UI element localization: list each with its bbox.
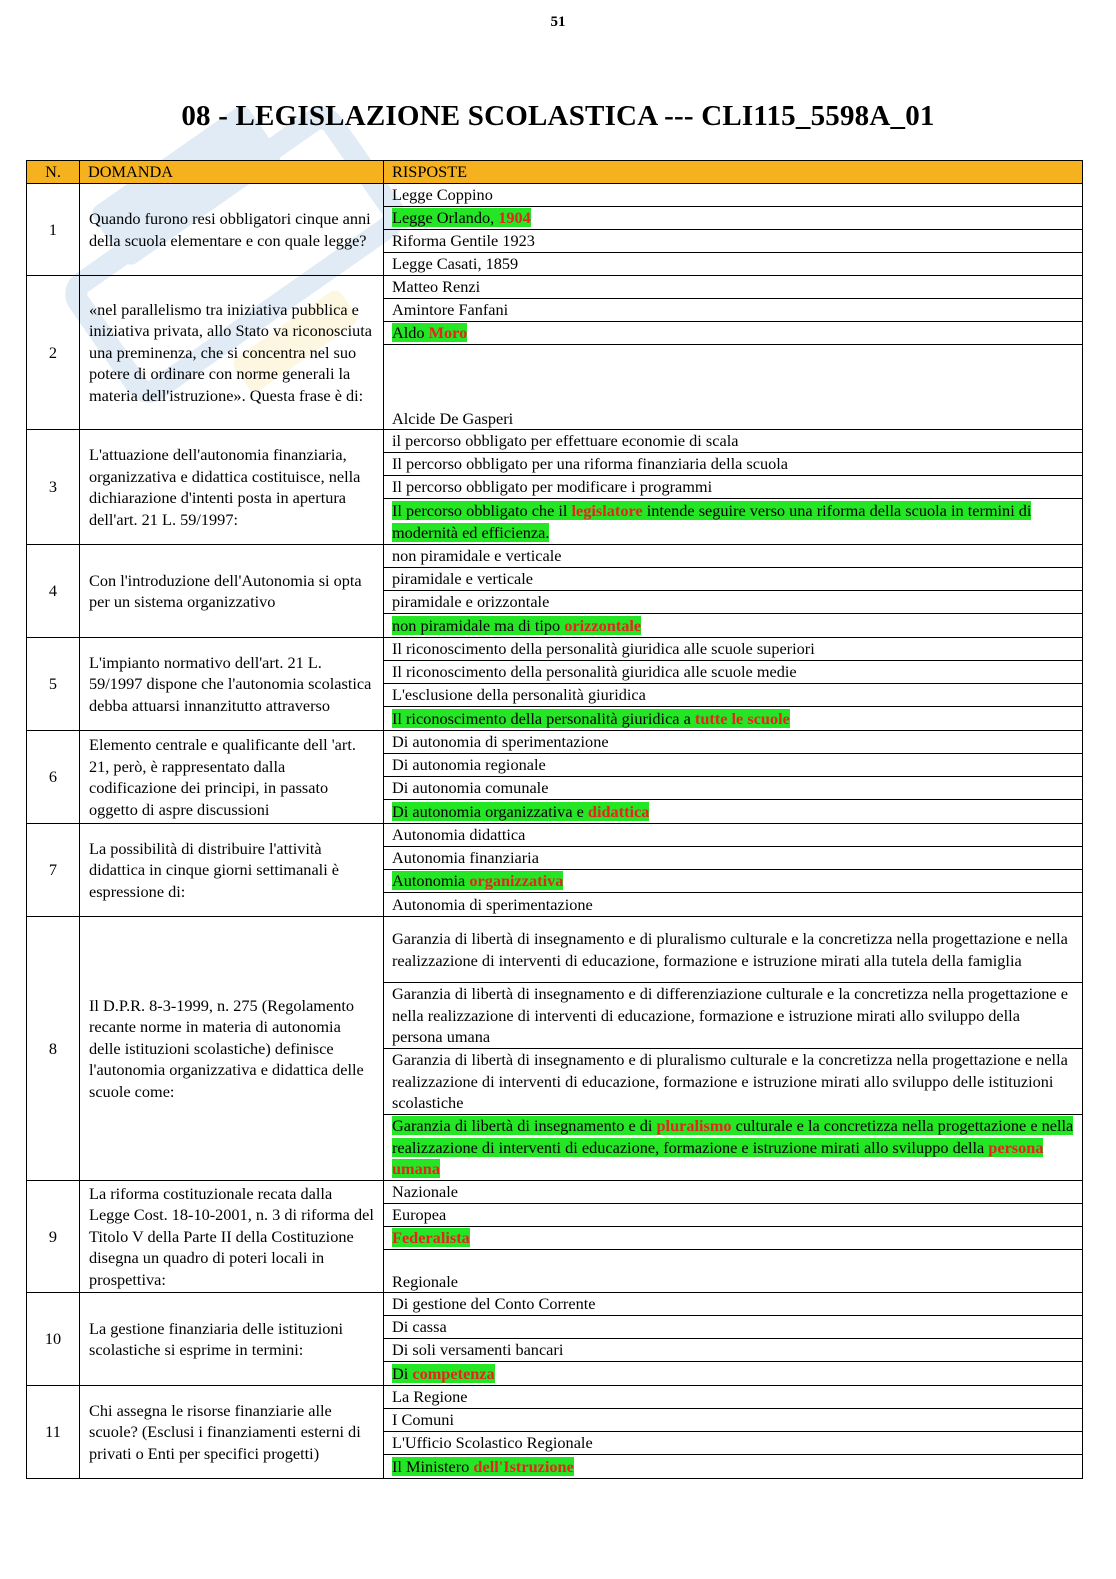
answer-row [27, 276, 1083, 299]
correct-answer [384, 870, 1083, 893]
answer-text [392, 1272, 458, 1291]
answer-text [392, 1116, 1073, 1178]
answer-text [392, 546, 562, 565]
answer-fragment: Garanzia di libertà di insegnamento e di differenziazione culturale e la concretizza nella progettazione e nella realizzazione di interventi di educazione, formazione e istruzione mirati allo sviluppo della persona umana [392, 984, 1068, 1047]
answer-option [384, 1339, 1083, 1362]
answer-option [384, 453, 1083, 476]
answer-row [27, 1386, 1083, 1409]
answer-row [27, 1293, 1083, 1316]
answer-fragment: piramidale e orizzontale [392, 592, 550, 612]
question-text: L'impianto normativo dell'art. 21 L. 59/1997 dispone che l'autonomia scolastica debba attuarsi innanzitutto attraverso [80, 638, 384, 731]
answer-fragment: Garanzia di libertà di insegnamento e di pluralismo culturale e la concretizza nella progettazione e nella realizzazione di interventi di educazione, formazione e istruzione mirati allo sviluppo delle istituzioni scolastiche [392, 1050, 1068, 1113]
page-number: 51 [550, 14, 566, 30]
answer-fragment: Il riconoscimento della personalità giuridica a [392, 708, 695, 728]
answer-row [27, 184, 1083, 207]
question-text: «nel parallelismo tra iniziativa pubblica e iniziativa privata, allo Stato va riconosciuta una preminenza, che si concentra nel suo potere di ordinare con norme generali la materia dell'istruzione». Questa frase è di: [80, 276, 384, 430]
answer-keyword: persona umana [392, 1137, 1044, 1179]
answer-fragment: Regionale [392, 1271, 459, 1291]
correct-answer [384, 800, 1083, 824]
answer-option [384, 1250, 1083, 1293]
answer-fragment: intende seguire verso una riforma della scuola in termini di modernità ed efficienza. [392, 501, 1032, 542]
answer-text [392, 592, 549, 611]
answer-keyword: competenza [412, 1363, 495, 1383]
answer-option [384, 917, 1083, 983]
answer-option [384, 591, 1083, 614]
answer-text [392, 569, 533, 588]
answer-option [384, 684, 1083, 707]
answer-row [27, 917, 1083, 983]
question-text: Elemento centrale e qualificante dell 'art. 21, però, è rappresentato dalla codificazione dei principi, in passato oggetto di aspre discussioni [80, 731, 384, 824]
answer-text [392, 709, 790, 728]
answer-option [384, 1409, 1083, 1432]
answer-row [27, 1181, 1083, 1204]
answer-text [392, 778, 548, 797]
answer-option [384, 1049, 1083, 1115]
answer-text [392, 1387, 468, 1406]
correct-answer [384, 707, 1083, 731]
answer-fragment: Autonomia [392, 871, 470, 891]
answer-fragment: Legge Casati, 1859 [392, 254, 519, 274]
answer-fragment: Autonomia di sperimentazione [392, 894, 593, 914]
answer-text [392, 685, 646, 704]
question-number: 8 [27, 917, 80, 1181]
header-num: N. [27, 161, 80, 184]
answer-option [384, 1386, 1083, 1409]
qa-table [26, 160, 1083, 1479]
answer-option [384, 847, 1083, 870]
question-number: 11 [27, 1386, 80, 1479]
answer-text [392, 895, 593, 914]
answer-text [392, 1340, 563, 1359]
answer-fragment: culturale e la concretizza nella progettazione e nella realizzazione di interventi di educazione, formazione e istruzione mirati allo sviluppo della [392, 1116, 1074, 1157]
answer-option [384, 299, 1083, 322]
answer-text [392, 825, 525, 844]
answer-text [392, 254, 518, 273]
answer-text [392, 1228, 470, 1247]
answer-option [384, 476, 1083, 499]
answer-option [384, 430, 1083, 453]
answer-keyword: pluralismo [656, 1116, 732, 1136]
answer-keyword: tutte le scuole [694, 708, 790, 728]
answer-option [384, 638, 1083, 661]
answer-row [27, 731, 1083, 754]
question-number: 10 [27, 1293, 80, 1386]
correct-answer [384, 1115, 1083, 1181]
answer-fragment: Di autonomia comunale [392, 778, 549, 798]
answer-fragment: L'esclusione della personalità giuridica [392, 685, 646, 705]
answer-text [392, 300, 508, 319]
answer-text [392, 871, 563, 890]
answer-fragment: Di autonomia organizzativa e [392, 801, 588, 821]
answer-keyword: legislatore [571, 501, 643, 520]
answer-fragment: Di [392, 1363, 413, 1383]
answer-option [384, 1181, 1083, 1204]
answer-option [384, 184, 1083, 207]
answer-fragment: Il riconoscimento della personalità giuridica alle scuole medie [392, 662, 797, 682]
answer-text [392, 454, 788, 473]
answer-text [392, 477, 712, 496]
answer-row [27, 824, 1083, 847]
answer-option [384, 545, 1083, 568]
answer-option [384, 1204, 1083, 1227]
answer-text [392, 848, 539, 867]
answer-fragment: piramidale e verticale [392, 569, 534, 589]
answer-row [27, 430, 1083, 453]
answer-fragment: Legge Orlando, [392, 208, 499, 228]
answer-fragment: Il percorso obbligato per modificare i programmi [392, 477, 713, 497]
answer-option [384, 1293, 1083, 1316]
table-header-row [27, 161, 1083, 184]
answer-keyword: 1904 [498, 208, 531, 228]
answer-fragment: Di autonomia regionale [392, 755, 546, 775]
correct-answer [384, 322, 1083, 345]
answer-text [392, 732, 609, 751]
answer-fragment: L'Ufficio Scolastico Regionale [392, 1433, 593, 1453]
question-number: 9 [27, 1181, 80, 1293]
answer-option [384, 731, 1083, 754]
correct-answer [384, 1455, 1083, 1479]
correct-answer [384, 614, 1083, 638]
question-number: 4 [27, 545, 80, 638]
answer-fragment: Legge Coppino [392, 185, 493, 205]
answer-option [384, 777, 1083, 800]
answer-text [392, 501, 1031, 542]
answer-text [392, 755, 546, 774]
answer-text [392, 208, 531, 227]
answer-text [392, 277, 480, 296]
answer-option [384, 568, 1083, 591]
answer-text [392, 409, 513, 428]
answer-fragment: Matteo Renzi [392, 277, 481, 297]
answer-text [392, 1317, 447, 1336]
question-text: Chi assegna le risorse finanziarie alle scuole? (Esclusi i finanziamenti esterni di privati o Enti per specifici progetti) [80, 1386, 384, 1479]
answer-option [384, 230, 1083, 253]
answer-option [384, 276, 1083, 299]
question-text: La possibilità di distribuire l'attività didattica in cinque giorni settimanali è espressione di: [80, 824, 384, 917]
header-question: DOMANDA [80, 161, 384, 184]
question-number: 2 [27, 276, 80, 430]
answer-option [384, 983, 1083, 1049]
question-text: Il D.P.R. 8-3-1999, n. 275 (Regolamento recante norme in materia di autonomia delle istituzioni scolastiche) definisce l'autonomia organizzativa e didattica delle scuole come: [80, 917, 384, 1181]
answer-fragment: Autonomia finanziaria [392, 848, 539, 868]
answer-text [392, 984, 1068, 1046]
answer-fragment: I Comuni [392, 1410, 454, 1430]
question-text: La riforma costituzionale recata dalla Legge Cost. 18-10-2001, n. 3 di riforma del Titolo V della Parte II della Costituzione disegna un quadro di poteri locali in prospettiva: [80, 1181, 384, 1293]
answer-text [392, 662, 797, 681]
answer-option [384, 754, 1083, 777]
answer-fragment: Di gestione del Conto Corrente [392, 1294, 596, 1314]
correct-answer [384, 499, 1083, 545]
answer-text [392, 639, 815, 658]
answer-text [392, 1294, 595, 1313]
answer-text [392, 802, 649, 821]
answer-fragment: Garanzia di libertà di insegnamento e di pluralismo culturale e la concretizza nella progettazione e nella realizzazione di interventi di educazione, formazione e istruzione mirati alla tutela della famiglia [392, 929, 1068, 970]
question-text: L'attuazione dell'autonomia finanziaria, organizzativa e didattica costituisce, nella dichiarazione d'intenti posta in apertura dell'art. 21 L. 59/1997: [80, 430, 384, 545]
answer-text [392, 431, 738, 450]
answer-keyword: organizzativa [469, 871, 564, 891]
correct-answer [384, 1362, 1083, 1386]
answer-row [27, 638, 1083, 661]
answer-option [384, 661, 1083, 684]
answer-keyword: orizzontale [564, 615, 642, 635]
answer-fragment: Amintore Fanfani [392, 300, 509, 320]
answer-fragment: Il riconoscimento della personalità giuridica alle scuole superiori [392, 639, 815, 659]
answer-fragment: non piramidale ma di tipo [392, 615, 565, 635]
answer-option [384, 1432, 1083, 1455]
answer-fragment: Di cassa [392, 1317, 447, 1337]
question-number: 6 [27, 731, 80, 824]
answer-option [384, 1316, 1083, 1339]
correct-answer [384, 207, 1083, 230]
qa-body [27, 184, 1083, 1479]
answer-fragment: Il percorso obbligato che il [392, 501, 572, 520]
question-number: 5 [27, 638, 80, 731]
question-text: Quando furono resi obbligatori cinque anni della scuola elementare e con quale legge? [80, 184, 384, 276]
answer-fragment: Di autonomia di sperimentazione [392, 732, 609, 752]
answer-option [384, 824, 1083, 847]
answer-text [392, 1433, 593, 1452]
question-number: 3 [27, 430, 80, 545]
answer-fragment: Di soli versamenti bancari [392, 1340, 564, 1360]
answer-keyword: Federalista [392, 1228, 470, 1248]
header-answers: RISPOSTE [384, 161, 1083, 184]
answer-text [392, 231, 535, 250]
answer-fragment: Aldo [392, 323, 429, 343]
answer-keyword: didattica [587, 801, 650, 821]
answer-fragment: Europea [392, 1205, 447, 1225]
answer-row [27, 545, 1083, 568]
correct-answer [384, 1227, 1083, 1250]
question-text: La gestione finanziaria delle istituzioni scolastiche si esprime in termini: [80, 1293, 384, 1386]
page-title: 08 - LEGISLAZIONE SCOLASTICA --- CLI115_5598A_01 [181, 100, 935, 132]
answer-option [384, 893, 1083, 917]
answer-fragment: Il percorso obbligato per una riforma finanziaria della scuola [392, 454, 789, 474]
answer-fragment: Garanzia di libertà di insegnamento e di [392, 1116, 657, 1136]
answer-text [392, 1364, 495, 1383]
answer-text [392, 1182, 458, 1201]
answer-text [392, 929, 1068, 970]
answer-fragment: La Regione [392, 1387, 468, 1407]
answer-option [384, 345, 1083, 430]
answer-fragment: Riforma Gentile 1923 [392, 231, 535, 251]
answer-keyword: dell'Istruzione [473, 1456, 574, 1476]
answer-text [392, 616, 641, 635]
answer-fragment: Autonomia didattica [392, 825, 526, 845]
answer-fragment: non piramidale e verticale [392, 546, 562, 566]
answer-text [392, 185, 493, 204]
answer-fragment: Alcide De Gasperi [392, 408, 514, 428]
answer-text [392, 1050, 1068, 1112]
question-number: 7 [27, 824, 80, 917]
question-text: Con l'introduzione dell'Autonomia si opta per un sistema organizzativo [80, 545, 384, 638]
answer-option [384, 253, 1083, 276]
answer-text [392, 1410, 454, 1429]
question-number: 1 [27, 184, 80, 276]
answer-text [392, 323, 467, 342]
answer-fragment: il percorso obbligato per effettuare economie di scala [392, 431, 739, 451]
answer-text [392, 1205, 446, 1224]
answer-keyword: Moro [428, 323, 468, 343]
answer-fragment: Nazionale [392, 1182, 458, 1202]
answer-fragment: Il Ministero [392, 1456, 474, 1476]
answer-text [392, 1457, 574, 1476]
